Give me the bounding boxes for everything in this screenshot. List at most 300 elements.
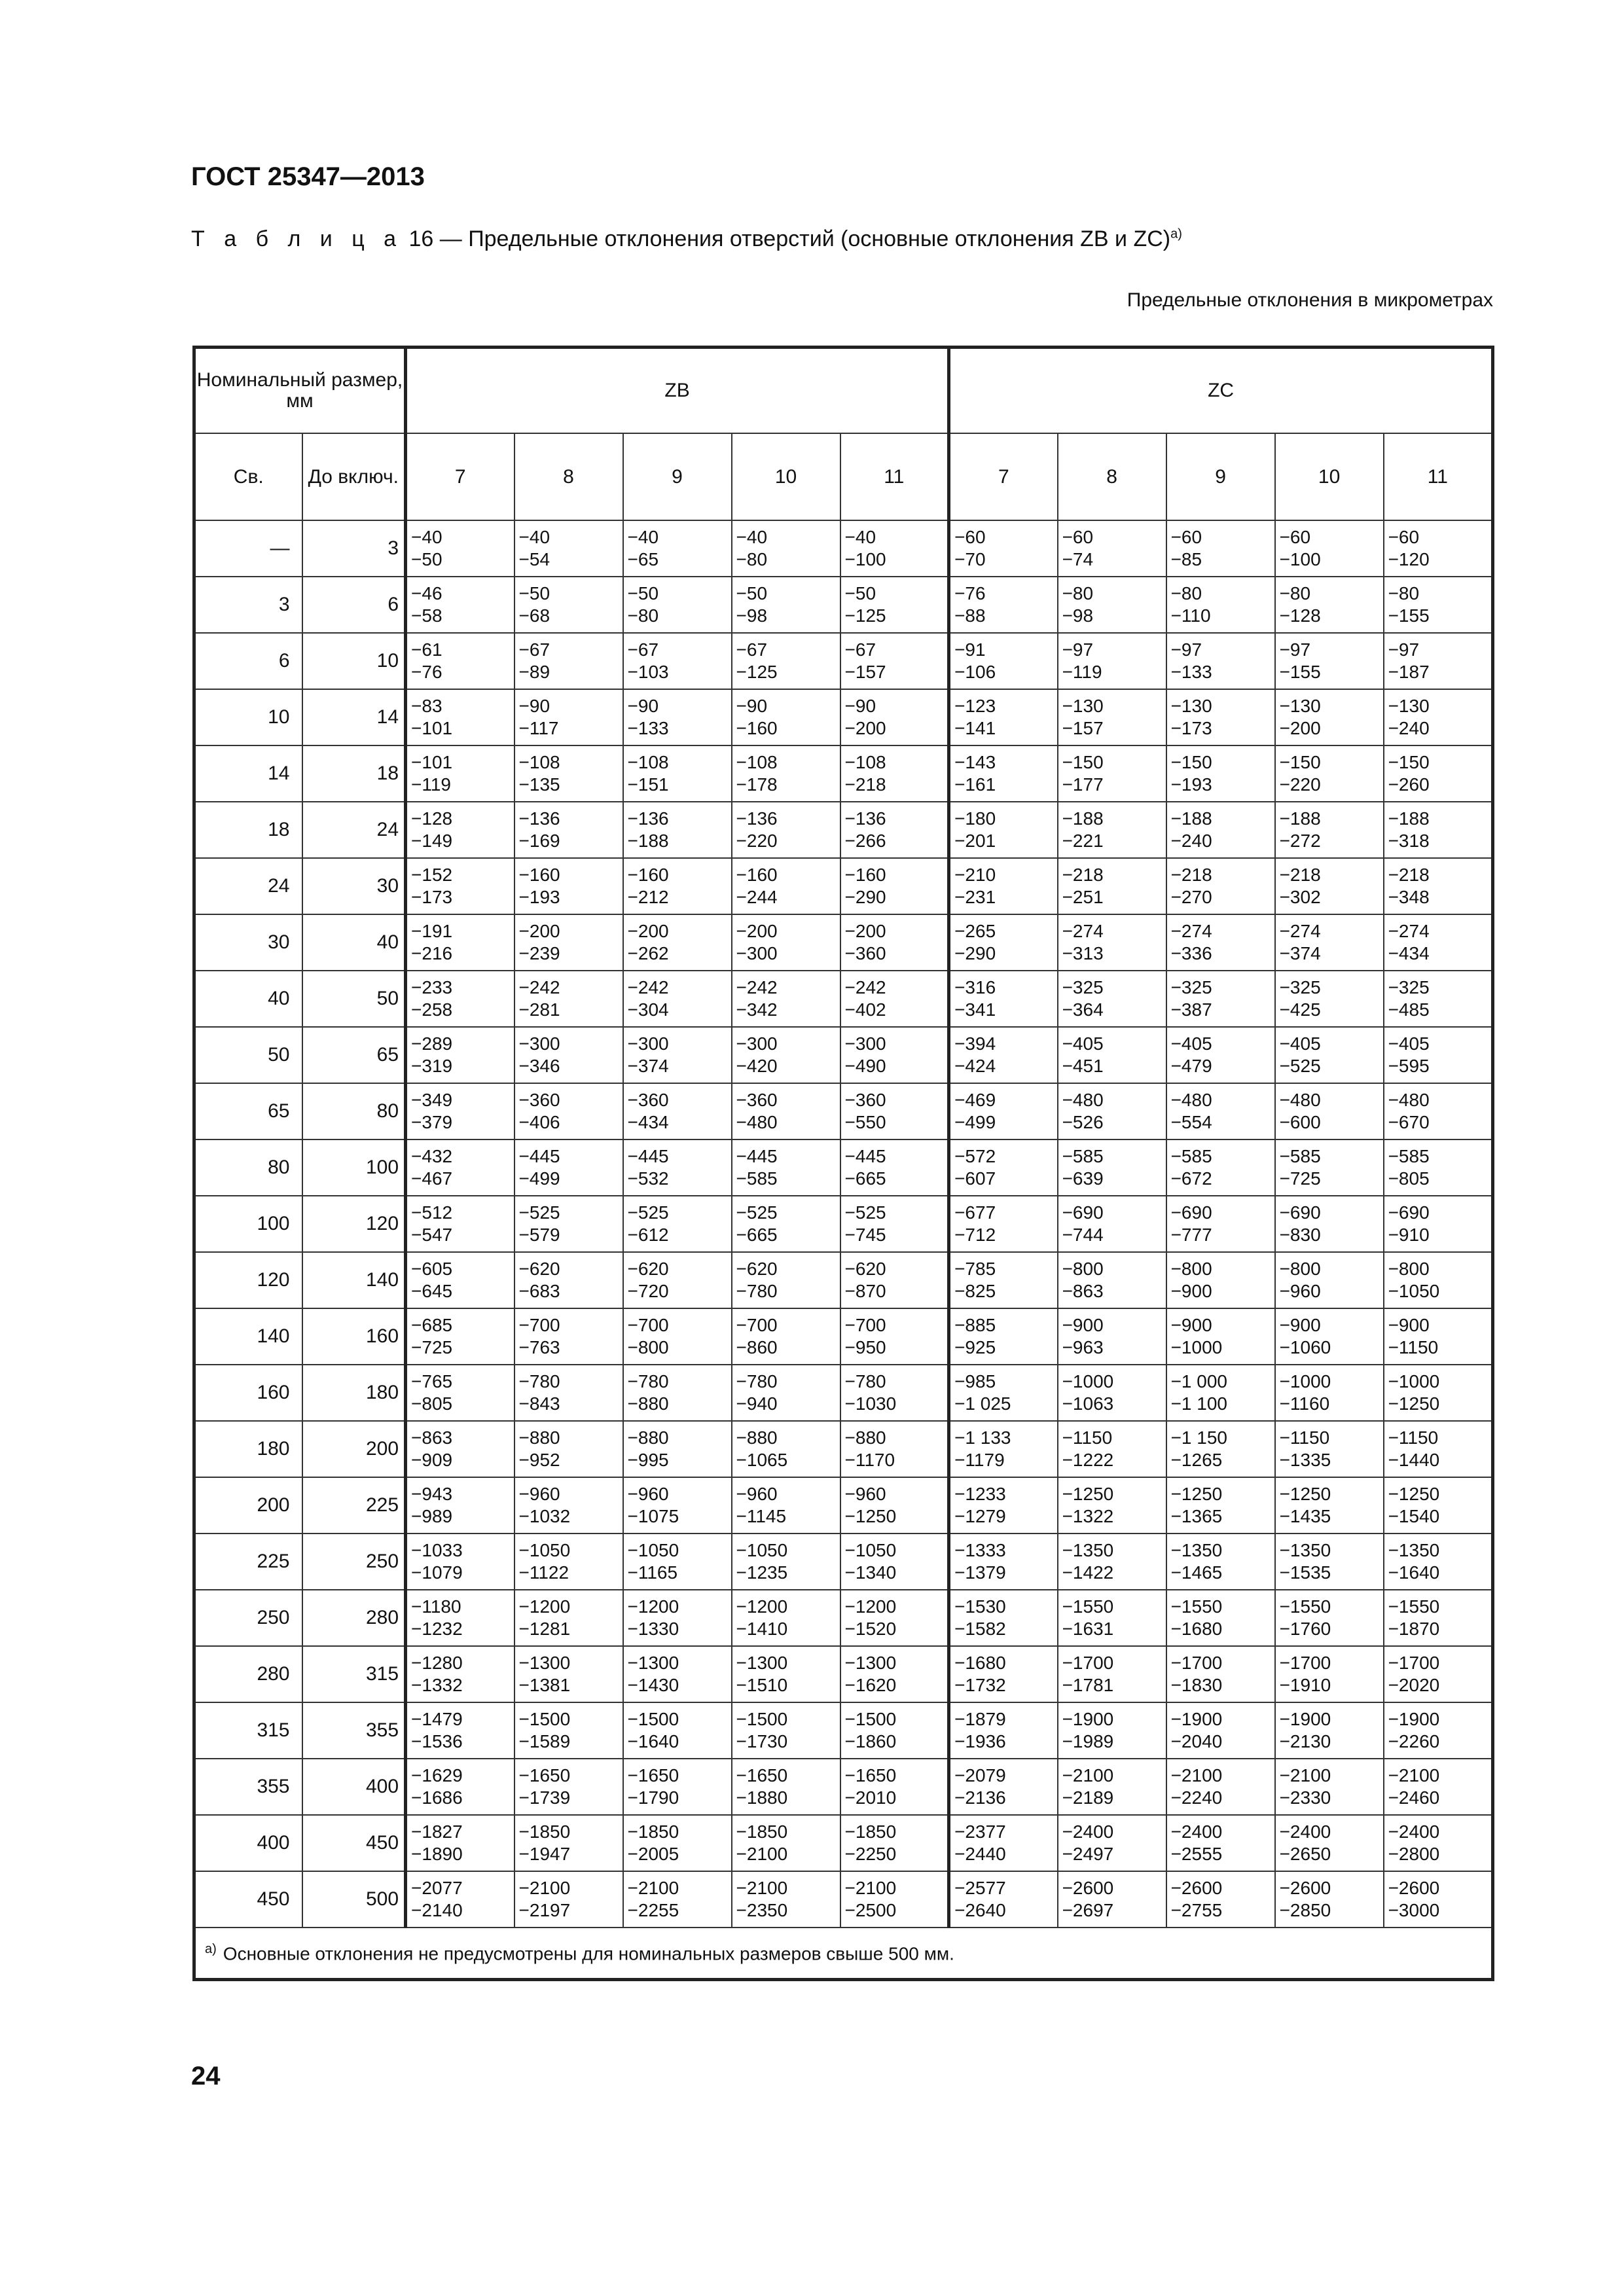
lower-deviation: −240	[1170, 831, 1212, 851]
grade-header: 11	[840, 433, 949, 520]
lower-deviation: −434	[627, 1112, 669, 1132]
upper-deviation: −800	[1388, 1259, 1430, 1279]
deviation-cell	[1384, 971, 1493, 1027]
table-title	[191, 226, 1182, 252]
lower-deviation: −119	[1062, 662, 1102, 682]
lower-deviation: −2500	[844, 1900, 897, 1920]
grade-header: 10	[1275, 433, 1384, 520]
lower-deviation: −1536	[411, 1731, 463, 1751]
upper-deviation: −50	[627, 583, 659, 603]
deviation-cell	[1275, 689, 1384, 745]
upper-deviation: −2400	[1279, 1821, 1331, 1842]
lower-deviation: −1381	[518, 1675, 571, 1695]
deviation-cell	[623, 914, 732, 971]
upper-deviation: −1180	[411, 1596, 461, 1617]
lower-deviation: −1640	[627, 1731, 679, 1751]
deviation-cell	[949, 520, 1058, 577]
lower-deviation: −1680	[1170, 1619, 1223, 1639]
lower-deviation: −480	[736, 1112, 778, 1132]
deviation-cell	[1275, 1139, 1384, 1196]
deviation-cell	[514, 1871, 623, 1928]
grade-header: 7	[406, 433, 514, 520]
footnote-row	[194, 1928, 1493, 1980]
grade-header: 11	[1384, 433, 1493, 520]
deviation-cell	[623, 858, 732, 914]
upper-deviation: −40	[411, 527, 442, 547]
lower-deviation: −1430	[627, 1675, 679, 1695]
deviation-cell	[1384, 1083, 1493, 1139]
upper-deviation: −2600	[1388, 1878, 1440, 1898]
lower-deviation: −1340	[844, 1562, 897, 1583]
upper-deviation: −605	[411, 1259, 453, 1279]
lower-deviation: −201	[954, 831, 996, 851]
upper-deviation: −300	[844, 1033, 886, 1054]
lower-deviation: −526	[1062, 1112, 1104, 1132]
upper-deviation: −620	[627, 1259, 669, 1279]
deviation-cell	[1275, 1815, 1384, 1871]
upper-deviation: −1000	[1388, 1371, 1440, 1391]
upper-deviation: −1479	[411, 1709, 463, 1729]
deviation-cell	[406, 520, 514, 577]
upper-deviation: −160	[736, 865, 778, 885]
upper-deviation: −40	[844, 527, 876, 547]
upper-deviation: −405	[1279, 1033, 1321, 1054]
table-row	[194, 914, 1493, 971]
upper-deviation: −1700	[1279, 1653, 1331, 1673]
upper-deviation: −188	[1388, 808, 1430, 829]
upper-deviation: −130	[1170, 696, 1212, 716]
upper-deviation: −136	[736, 808, 778, 829]
deviation-cell	[732, 1421, 840, 1477]
deviation-cell	[623, 1815, 732, 1871]
lower-deviation: −281	[518, 999, 560, 1020]
upper-deviation: −700	[627, 1315, 669, 1335]
lower-deviation: −499	[954, 1112, 996, 1132]
lower-deviation: −1075	[627, 1506, 679, 1526]
deviation-cell	[840, 1702, 949, 1759]
upper-deviation: −1200	[518, 1596, 571, 1617]
table-row	[194, 1759, 1493, 1815]
deviation-cell	[949, 1702, 1058, 1759]
upper-deviation: −67	[736, 639, 768, 660]
lower-deviation: −2240	[1170, 1787, 1223, 1808]
upper-deviation: −960	[844, 1484, 886, 1504]
deviation-cell	[1058, 914, 1166, 971]
upper-deviation: −525	[736, 1202, 778, 1223]
upper-deviation: −900	[1170, 1315, 1212, 1335]
deviation-cell	[406, 689, 514, 745]
lower-deviation: −863	[1062, 1281, 1104, 1301]
size-to-cell: 18	[302, 745, 406, 802]
deviation-cell	[1058, 1646, 1166, 1702]
size-from-cell: 200	[194, 1477, 302, 1534]
deviation-cell	[406, 1590, 514, 1646]
deviation-cell	[1275, 1759, 1384, 1815]
lower-deviation: −1 100	[1170, 1393, 1227, 1414]
deviation-cell	[406, 858, 514, 914]
lower-deviation: −1222	[1062, 1450, 1114, 1470]
deviation-cell	[1058, 1534, 1166, 1590]
lower-deviation: −1790	[627, 1787, 679, 1808]
deviation-cell	[1166, 1759, 1275, 1815]
lower-deviation: −579	[518, 1225, 560, 1245]
lower-deviation: −2697	[1062, 1900, 1114, 1920]
upper-deviation: −512	[411, 1202, 453, 1223]
deviation-cell	[1275, 1702, 1384, 1759]
upper-deviation: −1300	[844, 1653, 897, 1673]
lower-deviation: −1050	[1388, 1281, 1440, 1301]
lower-deviation: −725	[411, 1337, 453, 1357]
upper-deviation: −405	[1388, 1033, 1430, 1054]
upper-deviation: −480	[1062, 1090, 1104, 1110]
upper-deviation: −432	[411, 1146, 453, 1166]
lower-deviation: −720	[627, 1281, 669, 1301]
upper-deviation: −985	[954, 1371, 996, 1391]
upper-deviation: −1 000	[1170, 1371, 1227, 1391]
upper-deviation: −218	[1388, 865, 1430, 885]
upper-deviation: −525	[518, 1202, 560, 1223]
nominal-size-header: Номинальный размер, мм	[194, 348, 406, 434]
deviation-cell	[514, 520, 623, 577]
deviation-cell	[1384, 1027, 1493, 1083]
lower-deviation: −1880	[736, 1787, 788, 1808]
upper-deviation: −274	[1279, 921, 1321, 941]
upper-deviation: −97	[1170, 639, 1202, 660]
deviation-cell	[623, 1702, 732, 1759]
lower-deviation: −1122	[518, 1562, 569, 1583]
lower-deviation: −1910	[1279, 1675, 1331, 1695]
upper-deviation: −60	[1170, 527, 1202, 547]
upper-deviation: −91	[954, 639, 986, 660]
deviation-cell	[514, 1815, 623, 1871]
lower-deviation: −499	[518, 1168, 560, 1189]
deviation-cell	[1275, 1252, 1384, 1308]
lower-deviation: −200	[1279, 718, 1321, 738]
lower-deviation: −1781	[1062, 1675, 1114, 1695]
upper-deviation: −405	[1062, 1033, 1104, 1054]
lower-deviation: −880	[627, 1393, 669, 1414]
lower-deviation: −2140	[411, 1900, 463, 1920]
deviation-cell	[840, 1421, 949, 1477]
upper-deviation: −40	[736, 527, 768, 547]
lower-deviation: −341	[954, 999, 996, 1020]
upper-deviation: −360	[844, 1090, 886, 1110]
upper-deviation: −108	[627, 752, 669, 772]
lower-deviation: −1989	[1062, 1731, 1114, 1751]
size-from-cell: 6	[194, 633, 302, 689]
upper-deviation: −136	[627, 808, 669, 829]
size-from-cell: 80	[194, 1139, 302, 1196]
lower-deviation: −995	[627, 1450, 669, 1470]
upper-deviation: −1250	[1388, 1484, 1440, 1504]
lower-deviation: −270	[1170, 887, 1212, 907]
lower-deviation: −2260	[1388, 1731, 1440, 1751]
deviation-cell	[514, 802, 623, 858]
lower-deviation: −1686	[411, 1787, 463, 1808]
upper-deviation: −242	[736, 977, 778, 997]
upper-deviation: −160	[518, 865, 560, 885]
upper-deviation: −80	[1170, 583, 1202, 603]
upper-deviation: −180	[954, 808, 996, 829]
size-from-cell: 400	[194, 1815, 302, 1871]
upper-deviation: −620	[736, 1259, 778, 1279]
upper-deviation: −97	[1062, 639, 1094, 660]
upper-deviation: −1280	[411, 1653, 463, 1673]
deviation-cell	[1166, 1421, 1275, 1477]
upper-deviation: −80	[1279, 583, 1311, 603]
lower-deviation: −870	[844, 1281, 886, 1301]
upper-deviation: −1550	[1062, 1596, 1114, 1617]
upper-deviation: −785	[954, 1259, 996, 1279]
upper-deviation: −123	[954, 696, 996, 716]
table-row	[194, 577, 1493, 633]
table-row	[194, 745, 1493, 802]
deviation-cell	[1384, 914, 1493, 971]
lower-deviation: −2005	[627, 1844, 679, 1864]
deviation-cell	[1166, 971, 1275, 1027]
upper-deviation: −150	[1279, 752, 1321, 772]
upper-deviation: −1033	[411, 1540, 463, 1560]
lower-deviation: −173	[411, 887, 453, 907]
deviation-cell	[732, 689, 840, 745]
upper-deviation: −50	[736, 583, 768, 603]
upper-deviation: −2100	[1388, 1765, 1440, 1785]
upper-deviation: −1650	[844, 1765, 897, 1785]
lower-deviation: −89	[518, 662, 550, 682]
size-from-cell: 100	[194, 1196, 302, 1252]
lower-deviation: −1281	[518, 1619, 571, 1639]
upper-deviation: −200	[518, 921, 560, 941]
lower-deviation: −157	[844, 662, 886, 682]
upper-deviation: −780	[736, 1371, 778, 1391]
lower-deviation: −266	[844, 831, 886, 851]
deviation-cell	[514, 971, 623, 1027]
deviation-cell	[1384, 1815, 1493, 1871]
upper-deviation: −233	[411, 977, 453, 997]
deviation-cell	[732, 1308, 840, 1365]
upper-deviation: −445	[736, 1146, 778, 1166]
lower-deviation: −177	[1062, 774, 1104, 795]
lower-deviation: −1947	[518, 1844, 571, 1864]
upper-deviation: −1 150	[1170, 1427, 1227, 1448]
upper-deviation: −2100	[736, 1878, 788, 1898]
table-row	[194, 1477, 1493, 1534]
upper-deviation: −2600	[1279, 1878, 1331, 1898]
lower-deviation: −1870	[1388, 1619, 1440, 1639]
size-to-cell: 40	[302, 914, 406, 971]
upper-deviation: −1700	[1170, 1653, 1223, 1673]
deviation-cell	[840, 1646, 949, 1702]
upper-deviation: −685	[411, 1315, 453, 1335]
deviation-cell	[840, 802, 949, 858]
table-row	[194, 1534, 1493, 1590]
lower-deviation: −1330	[627, 1619, 679, 1639]
upper-deviation: −585	[1062, 1146, 1104, 1166]
upper-deviation: −360	[627, 1090, 669, 1110]
lower-deviation: −639	[1062, 1168, 1104, 1189]
deviation-cell	[1384, 520, 1493, 577]
size-to-cell: 250	[302, 1534, 406, 1590]
lower-deviation: −1520	[844, 1619, 897, 1639]
lower-deviation: −348	[1388, 887, 1430, 907]
lower-deviation: −220	[1279, 774, 1321, 795]
size-to-cell: 30	[302, 858, 406, 914]
deviation-cell	[840, 1308, 949, 1365]
deviation-cell	[1384, 689, 1493, 745]
deviation-cell	[1275, 1534, 1384, 1590]
upper-deviation: −325	[1279, 977, 1321, 997]
upper-deviation: −765	[411, 1371, 453, 1391]
deviation-cell	[406, 1815, 514, 1871]
size-to-cell: 450	[302, 1815, 406, 1871]
upper-deviation: −572	[954, 1146, 996, 1166]
deviation-cell	[406, 914, 514, 971]
lower-deviation: −2189	[1062, 1787, 1114, 1808]
lower-deviation: −1422	[1062, 1562, 1114, 1583]
upper-deviation: −108	[518, 752, 560, 772]
upper-deviation: −1150	[1062, 1427, 1113, 1448]
deviation-cell	[1058, 802, 1166, 858]
header-row-groups	[194, 348, 1493, 434]
upper-deviation: −200	[844, 921, 886, 941]
lower-deviation: −2100	[736, 1844, 788, 1864]
upper-deviation: −40	[627, 527, 659, 547]
upper-deviation: −80	[1062, 583, 1094, 603]
deviation-cell	[1058, 633, 1166, 689]
upper-deviation: −1500	[736, 1709, 788, 1729]
deviation-cell	[1166, 577, 1275, 633]
upper-deviation: −2100	[518, 1878, 571, 1898]
document-code: ГОСТ 25347—2013	[191, 162, 425, 191]
deviation-cell	[1058, 1815, 1166, 1871]
upper-deviation: −1900	[1279, 1709, 1331, 1729]
lower-deviation: −585	[736, 1168, 778, 1189]
deviation-cell	[732, 1252, 840, 1308]
lower-deviation: −106	[954, 662, 996, 682]
deviation-cell	[840, 1252, 949, 1308]
deviation-cell	[406, 745, 514, 802]
deviation-cell	[949, 1871, 1058, 1928]
deviation-cell	[623, 520, 732, 577]
lower-deviation: −133	[627, 718, 669, 738]
deviation-cell	[406, 971, 514, 1027]
lower-deviation: −151	[627, 774, 669, 795]
deviation-cell	[1384, 1871, 1493, 1928]
upper-deviation: −1530	[954, 1596, 1006, 1617]
deviation-cell	[1384, 802, 1493, 858]
deviation-cell	[1275, 1365, 1384, 1421]
lower-deviation: −290	[954, 943, 996, 963]
upper-deviation: −480	[1170, 1090, 1212, 1110]
upper-deviation: −525	[627, 1202, 669, 1223]
deviation-cell	[623, 1646, 732, 1702]
deviation-cell	[1275, 633, 1384, 689]
lower-deviation: −100	[844, 549, 886, 569]
lower-deviation: −532	[627, 1168, 669, 1189]
lower-deviation: −2800	[1388, 1844, 1440, 1864]
lower-deviation: −2497	[1062, 1844, 1114, 1864]
size-from-cell: 18	[194, 802, 302, 858]
deviation-cell	[949, 1365, 1058, 1421]
table-row	[194, 971, 1493, 1027]
size-from-cell: 250	[194, 1590, 302, 1646]
upper-deviation: −143	[954, 752, 996, 772]
upper-deviation: −76	[954, 583, 986, 603]
deviation-cell	[623, 577, 732, 633]
lower-deviation: −2330	[1279, 1787, 1331, 1808]
lower-deviation: −103	[627, 662, 669, 682]
lower-deviation: −173	[1170, 718, 1212, 738]
lower-deviation: −1322	[1062, 1506, 1114, 1526]
deviation-cell	[1275, 520, 1384, 577]
deviation-cell	[1275, 1308, 1384, 1365]
upper-deviation: −525	[844, 1202, 886, 1223]
deviation-cell	[732, 1815, 840, 1871]
lower-deviation: −76	[411, 662, 442, 682]
deviation-cell	[949, 1027, 1058, 1083]
upper-deviation: −2100	[627, 1878, 679, 1898]
upper-deviation: −325	[1170, 977, 1212, 997]
lower-deviation: −1170	[844, 1450, 895, 1470]
upper-deviation: −60	[1388, 527, 1420, 547]
lower-deviation: −554	[1170, 1112, 1212, 1132]
upper-deviation: −242	[844, 977, 886, 997]
size-from-cell: 24	[194, 858, 302, 914]
deviation-cell	[514, 1477, 623, 1534]
upper-deviation: −800	[1062, 1259, 1104, 1279]
lower-deviation: −1279	[954, 1506, 1006, 1526]
deviation-cell	[514, 577, 623, 633]
upper-deviation: −2100	[1279, 1765, 1331, 1785]
size-to-cell: 400	[302, 1759, 406, 1815]
upper-deviation: −218	[1062, 865, 1104, 885]
upper-deviation: −585	[1170, 1146, 1212, 1166]
upper-deviation: −50	[518, 583, 550, 603]
deviation-cell	[732, 802, 840, 858]
lower-deviation: −665	[736, 1225, 778, 1245]
size-from-cell: 30	[194, 914, 302, 971]
deviation-cell	[1058, 577, 1166, 633]
lower-deviation: −424	[954, 1056, 996, 1076]
deviation-cell	[840, 1759, 949, 1815]
deviation-cell	[623, 1027, 732, 1083]
deviation-cell	[1384, 1421, 1493, 1477]
deviation-cell	[1166, 1027, 1275, 1083]
deviation-cell	[1384, 1196, 1493, 1252]
lower-deviation: −451	[1062, 1056, 1104, 1076]
deviation-cell	[1058, 1477, 1166, 1534]
deviation-cell	[732, 745, 840, 802]
lower-deviation: −304	[627, 999, 669, 1020]
deviation-cell	[1058, 1871, 1166, 1928]
deviation-cell	[949, 802, 1058, 858]
deviation-cell	[840, 1590, 949, 1646]
lower-deviation: −2640	[954, 1900, 1006, 1920]
deviation-cell	[1384, 1139, 1493, 1196]
lower-deviation: −800	[627, 1337, 669, 1357]
grade-header: 8	[1058, 433, 1166, 520]
lower-deviation: −218	[844, 774, 886, 795]
lower-deviation: −763	[518, 1337, 560, 1357]
table-row	[194, 1365, 1493, 1421]
deviation-cell	[406, 577, 514, 633]
deviation-cell	[732, 1759, 840, 1815]
lower-deviation: −1830	[1170, 1675, 1223, 1695]
size-to-cell: 80	[302, 1083, 406, 1139]
deviation-cell	[1166, 1365, 1275, 1421]
lower-deviation: −231	[954, 887, 996, 907]
upper-deviation: −405	[1170, 1033, 1212, 1054]
